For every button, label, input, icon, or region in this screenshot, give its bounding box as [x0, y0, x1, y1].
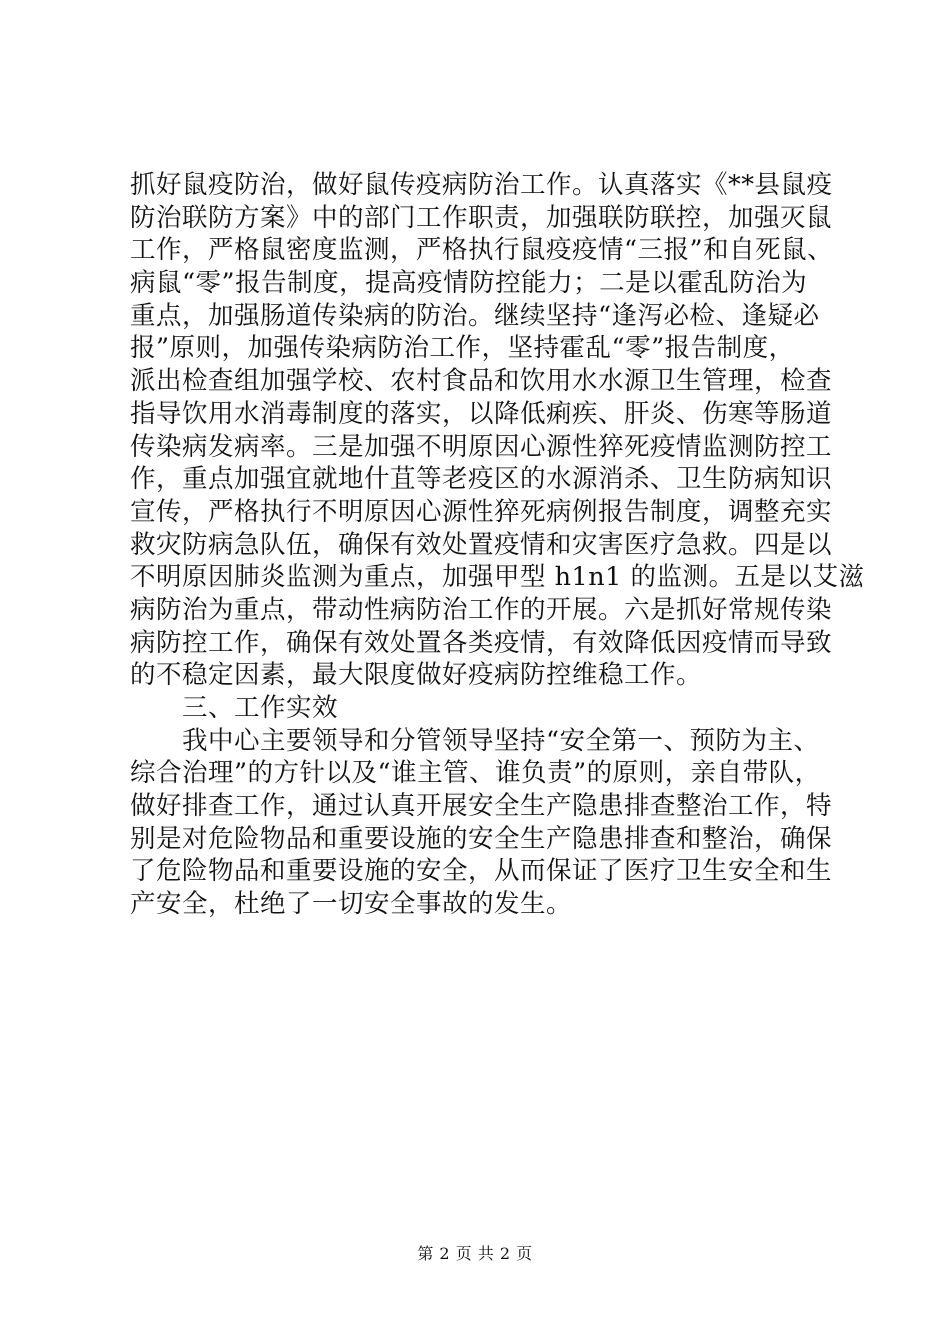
- paragraph-line: 作，重点加强宜就地什苴等老疫区的水源消杀、卫生防病知识: [130, 464, 833, 495]
- section-heading: 三、工作实效: [182, 693, 339, 723]
- paragraph-line: 产安全，杜绝了一切安全事故的发生。: [130, 889, 573, 920]
- paragraph-line: 病鼠“零”报告制度，提高疫情防控能力；二是以霍乱防治为: [130, 268, 808, 299]
- paragraph-line: 指导饮用水消毒制度的落实，以降低痢疾、肝炎、伤寒等肠道: [130, 398, 833, 429]
- paragraph-line: 救灾防病急队伍，确保有效处置疫情和灾害医疗急救。四是以: [130, 529, 833, 560]
- paragraph-line: 病防治为重点，带动性病防治工作的开展。六是抓好常规传染: [130, 594, 833, 625]
- paragraph-line: 重点，加强肠道传染病的防治。继续坚持“逢泻必检、逢疑必: [130, 300, 820, 331]
- paragraph-line: 工作，严格鼠密度监测，严格执行鼠疫疫情“三报”和自死鼠、: [130, 235, 834, 266]
- document-body: [130, 169, 865, 921]
- paragraph-line: 病防控工作，确保有效处置各类疫情，有效降低因疫情而导致: [130, 627, 833, 658]
- paragraph-line: 不明原因肺炎监测为重点，加强甲型 h1n1 的监测。五是以艾滋: [130, 562, 865, 593]
- paragraph-line: 传染病发病率。三是加强不明原因心源性猝死疫情监测防控工: [130, 431, 833, 462]
- paragraph-line: 做好排查工作，通过认真开展安全生产隐患排查整治工作，特: [130, 791, 833, 822]
- paragraph-line: 防治联防方案》中的部门工作职责，加强联防联控，加强灭鼠: [130, 202, 833, 233]
- paragraph-line: 报”原则，加强传染病防治工作，坚持霍乱“零”报告制度，: [130, 333, 795, 364]
- paragraph-line: 的不稳定因素，最大限度做好疫病防控维稳工作。: [130, 660, 703, 691]
- paragraph-line: 抓好鼠疫防治，做好鼠传疫病防治工作。认真落实《**县鼠疫: [130, 170, 833, 200]
- page-number-footer: 第 2 页 共 2 页: [417, 1244, 533, 1263]
- paragraph-line: 综合治理”的方针以及“谁主管、谁负责”的原则，亲自带队，: [130, 758, 821, 789]
- paragraph-line: 派出检查组加强学校、农村食品和饮用水水源卫生管理，检查: [130, 366, 833, 397]
- paragraph-line: 了危险物品和重要设施的安全，从而保证了医疗卫生安全和生: [130, 856, 833, 887]
- paragraph-line: 我中心主要领导和分管领导坚持“安全第一、预防为主、: [182, 725, 820, 756]
- paragraph-line: 别是对危险物品和重要设施的安全生产隐患排查和整治，确保: [130, 823, 833, 854]
- paragraph-line: 宣传，严格执行不明原因心源性猝死病例报告制度，调整充实: [130, 496, 833, 527]
